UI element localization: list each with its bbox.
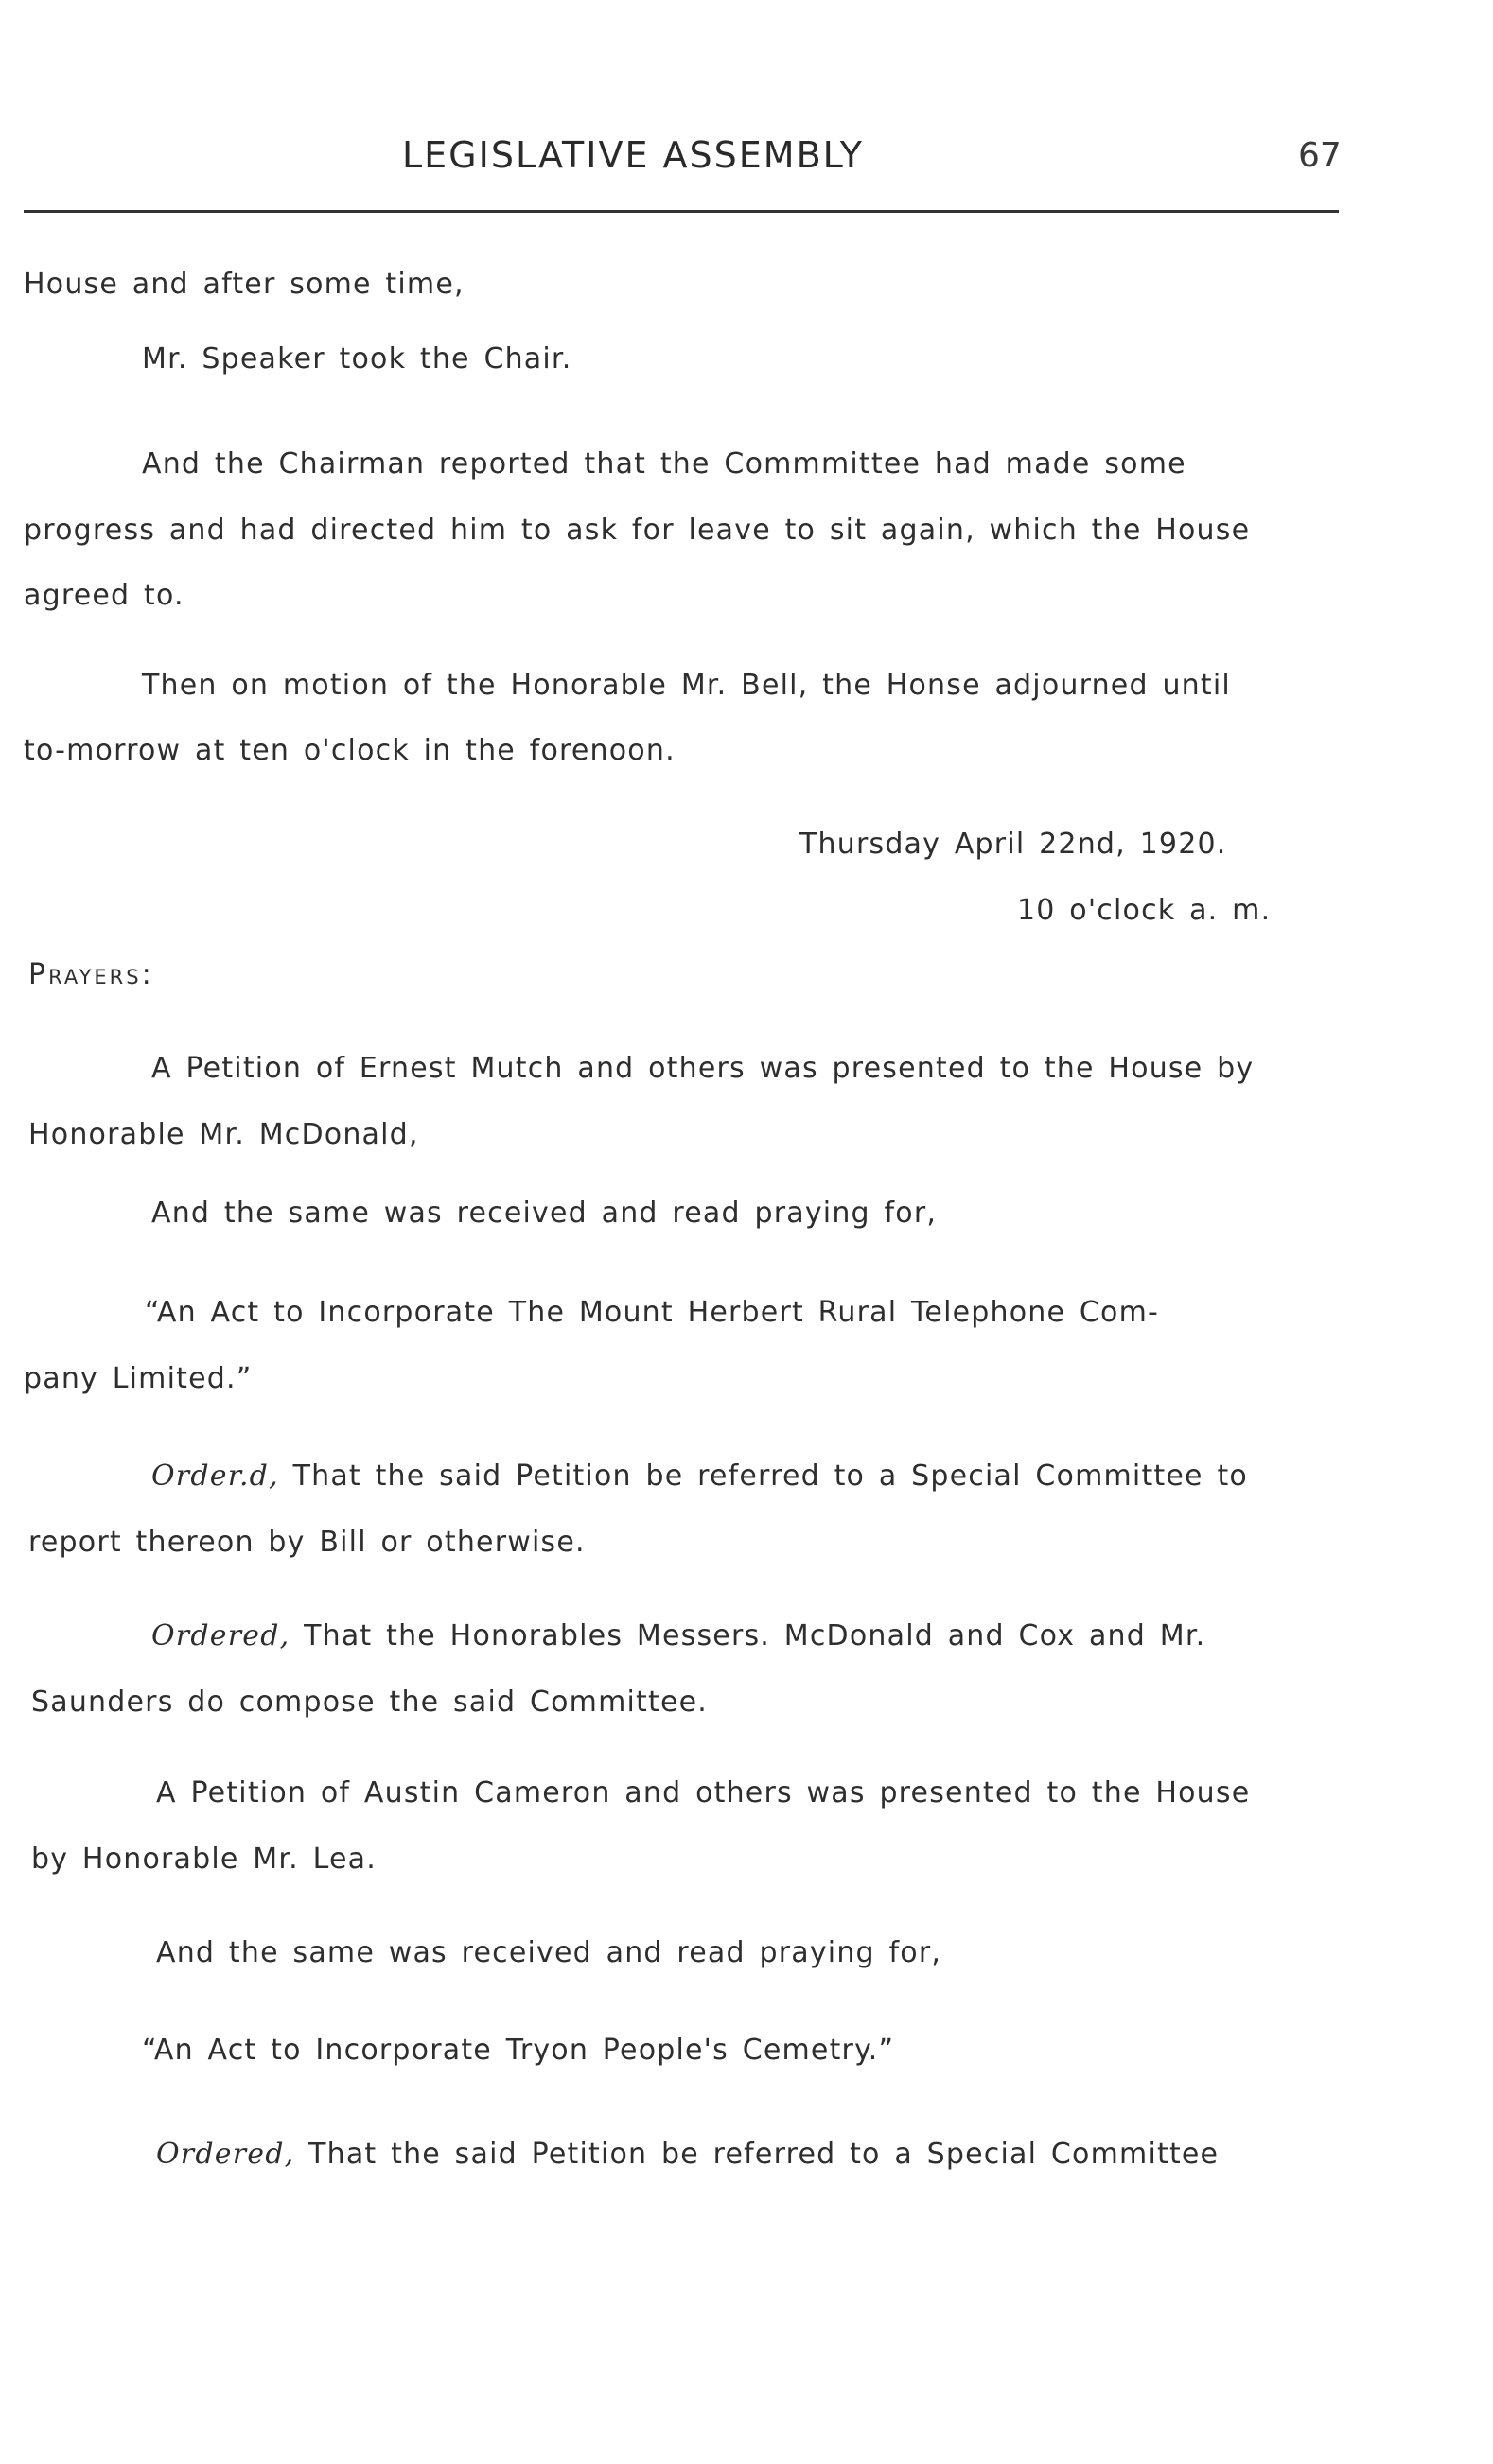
text-line-19: Saunders do compose the said Committee. — [31, 1686, 709, 1719]
section-heading-prayers: Prayers: — [28, 958, 154, 991]
text-line-23: “An Act to Incorporate Tryon People's Cemetry.” — [142, 2034, 895, 2067]
time-line: 10 o'clock a. m. — [1017, 894, 1272, 927]
text-line-24 — [156, 2138, 1219, 2171]
text-line-24-rest: That the said Petition be referred to a Special Committee — [308, 2138, 1220, 2171]
page-number: 67 — [1298, 136, 1342, 175]
text-line-20: A Petition of Austin Cameron and others was presented to the House — [156, 1776, 1251, 1809]
text-line-1: House and after some time, — [24, 268, 465, 301]
text-line-22: And the same was received and read praying for, — [156, 1936, 942, 1969]
ordered-label: Ordered, — [156, 2138, 295, 2171]
text-line-6: Then on motion of the Honorable Mr. Bell, the Honse adjourned until — [142, 669, 1231, 702]
text-line-13: And the same was received and read praying for, — [151, 1197, 938, 1230]
running-header-title: LEGISLATIVE ASSEMBLY — [402, 134, 864, 176]
text-line-16-rest: That the said Petition be referred to a Special Committee to — [292, 1459, 1248, 1493]
text-line-17: report thereon by Bill or otherwise. — [28, 1526, 586, 1559]
text-line-5: agreed to. — [24, 579, 184, 612]
text-line-7: to-morrow at ten o'clock in the forenoon. — [24, 734, 676, 767]
text-line-12: Honorable Mr. McDonald, — [28, 1118, 419, 1151]
text-line-4: progress and had directed him to ask for leave to sit again, which the House — [24, 514, 1251, 547]
text-line-18-rest: That the Honorables Messers. McDonald and Cox and Mr. — [304, 1619, 1206, 1652]
text-line-11: A Petition of Ernest Mutch and others was presented to the House by — [151, 1052, 1255, 1085]
header-rule — [24, 210, 1339, 213]
text-line-16 — [151, 1459, 1248, 1493]
ordered-label: Ordered, — [151, 1619, 290, 1652]
text-line-21: by Honorable Mr. Lea. — [31, 1843, 378, 1876]
text-line-18 — [151, 1619, 1205, 1652]
text-line-14: “An Act to Incorporate The Mount Herbert Rural Telephone Com- — [145, 1296, 1160, 1329]
ordered-label: Order.d, — [151, 1459, 279, 1493]
text-line-2: Mr. Speaker took the Chair. — [142, 342, 572, 376]
text-line-15: pany Limited.” — [24, 1362, 253, 1395]
text-line-3: And the Chairman reported that the Commmittee had made some — [142, 447, 1186, 481]
date-line: Thursday April 22nd, 1920. — [799, 828, 1227, 861]
